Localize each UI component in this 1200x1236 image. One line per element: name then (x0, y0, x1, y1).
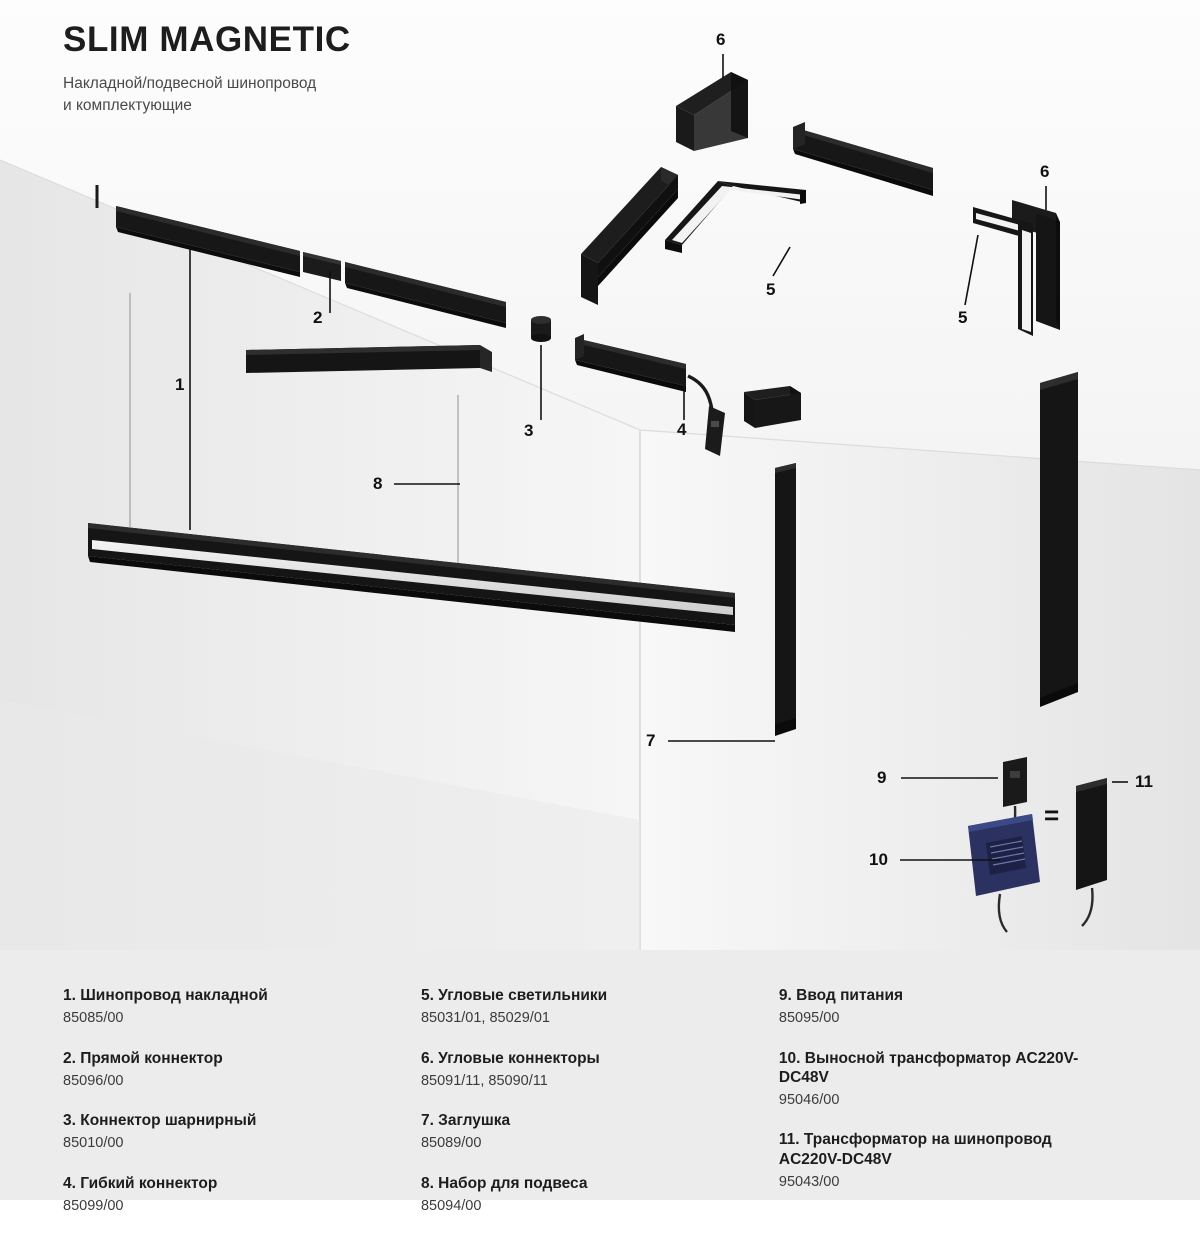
legend-item-code: 85094/00 (420, 1197, 482, 1214)
legend-item-name: 5. Угловые светильники (420, 987, 608, 1004)
callout-8: 8 (373, 474, 383, 493)
legend-item-name: 11. Трансформатор на шинопровод AC220V-DC48V (778, 1131, 1052, 1168)
legend-panel (0, 950, 1200, 1214)
hinged-connector (531, 316, 551, 342)
legend-item (779, 1130, 1113, 1191)
legend-item (421, 1049, 755, 1091)
legend-item-name: 7. Заглушка (420, 1112, 511, 1129)
legend-item-code: 85095/00 (778, 1010, 840, 1027)
callout-10: 10 (869, 850, 888, 869)
legend-item-code: 85091/11, 85090/11 (420, 1072, 548, 1089)
page-subtitle (63, 73, 351, 118)
legend-column-3 (779, 986, 1137, 1236)
page-title: SLIM MAGNETIC (63, 20, 351, 59)
legend-item-code: 85099/00 (63, 1197, 124, 1214)
callout-11: 11 (1135, 772, 1153, 791)
legend-item-code: 85010/00 (63, 1135, 124, 1152)
track-wall-vertical-left (775, 463, 796, 736)
callout-5-center: 5 (766, 280, 776, 299)
legend-item-name: 6. Угловые коннекторы (420, 1049, 600, 1067)
subtitle-line-2: и комплектующие (63, 97, 192, 115)
legend-item-name: 8. Набор для подвеса (420, 1174, 588, 1192)
subtitle-line-1: Накладной/подвесной шинопровод (63, 74, 317, 92)
legend-item-code: 95046/00 (778, 1092, 840, 1109)
callout-5-right: 5 (958, 308, 968, 327)
legend-item (421, 986, 755, 1028)
callout-3: 3 (524, 421, 534, 440)
legend-item-name: 1. Шинопровод накладной (63, 987, 268, 1004)
callout-9: 9 (877, 768, 887, 787)
callout-1: 1 (175, 375, 185, 394)
legend-item-name: 4. Гибкий коннектор (63, 1174, 218, 1192)
callout-6-right: 6 (1040, 162, 1050, 181)
legend-item-code: 85089/00 (420, 1135, 482, 1152)
legend-item-name: 9. Ввод питания (778, 987, 904, 1004)
legend-item-code: 85085/00 (63, 1010, 124, 1027)
legend-item-name: 2. Прямой коннектор (63, 1049, 223, 1067)
legend-item-name: 3. Коннектор шарнирный (63, 1112, 257, 1129)
legend-item (779, 1049, 1113, 1110)
legend-item (421, 1174, 755, 1216)
legend-item (63, 1049, 397, 1091)
legend-item (63, 1111, 397, 1153)
legend-item-code: 85096/00 (63, 1072, 124, 1089)
track-wall-vertical-right (1040, 372, 1078, 707)
header (63, 22, 351, 118)
svg-text:=: = (1044, 800, 1060, 830)
legend-item-code: 85031/01, 85029/01 (420, 1010, 550, 1027)
legend-item (63, 1174, 397, 1216)
legend-item-name: 10. Выносной трансформатор AC220V-DC48V (778, 1049, 1079, 1086)
legend-item (779, 986, 1113, 1028)
legend-columns (63, 986, 1137, 1236)
legend-item (63, 986, 397, 1028)
legend-column-1 (63, 986, 421, 1236)
legend-item-code: 95043/00 (778, 1174, 840, 1191)
legend-column-2 (421, 986, 779, 1236)
callout-6-top: 6 (716, 30, 726, 49)
legend-item (421, 1111, 755, 1153)
callout-2: 2 (313, 308, 323, 327)
callout-4: 4 (677, 420, 687, 439)
callout-7: 7 (646, 731, 656, 750)
